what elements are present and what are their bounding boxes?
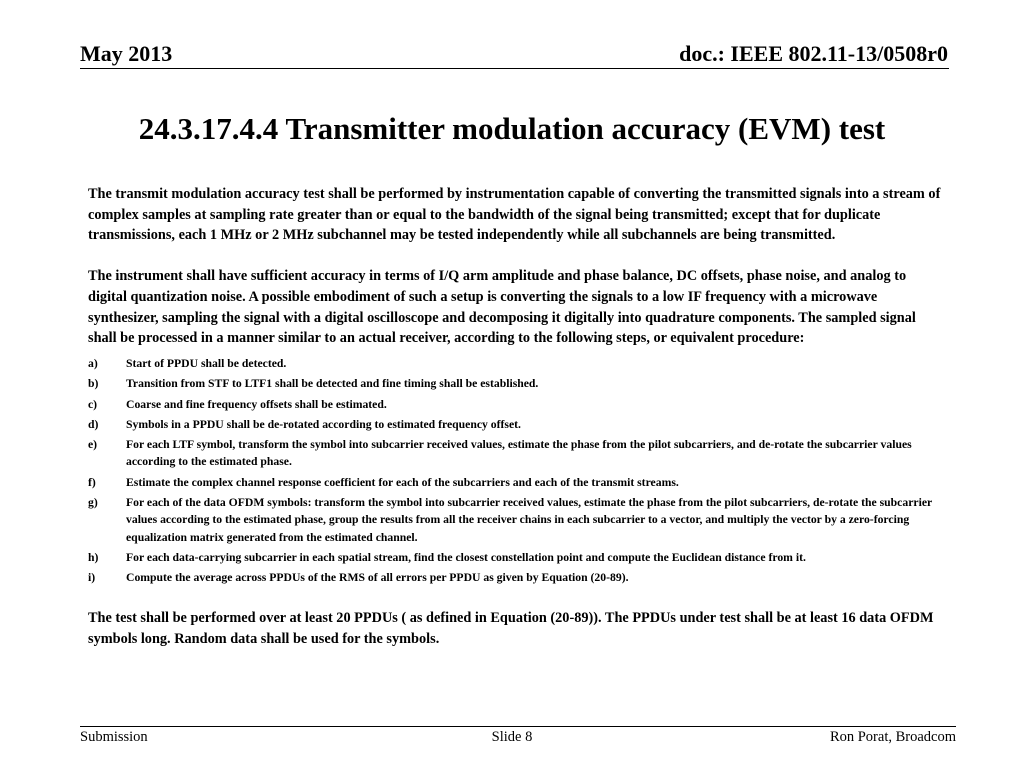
step-text: For each LTF symbol, transform the symbol into subcarrier received values, estimate the phase from the pilot subcarriers, and de-rotate the subcarrier values according to the estimated phase. xyxy=(126,438,912,469)
list-item xyxy=(88,474,943,491)
step-text: For each of the data OFDM symbols: transform the symbol into subcarrier received values, estimate the phase from the pilot subcarriers, de-rotate the subcarrier values according to the estimated phase, group the results from all the receiver chains in each subcarrier to a vector, and multiply the vector by a zero-forcing equalization matrix generated from the estimated channel. xyxy=(126,496,932,544)
slide-body xyxy=(88,184,943,650)
list-item xyxy=(88,436,943,471)
step-text: Symbols in a PPDU shall be de-rotated according to estimated frequency offset. xyxy=(126,417,521,431)
step-text: Transition from STF to LTF1 shall be detected and fine timing shall be established. xyxy=(126,377,539,391)
step-marker: i) xyxy=(88,571,96,585)
footer-submission: Submission xyxy=(80,729,148,745)
step-text: Coarse and fine frequency offsets shall be estimated. xyxy=(126,397,387,411)
step-text: Estimate the complex channel response coefficient for each of the subcarriers and each of the transmit streams. xyxy=(126,475,679,489)
step-marker: b) xyxy=(88,377,99,391)
list-item xyxy=(88,569,943,586)
body-paragraph-2: The instrument shall have sufficient accuracy in terms of I/Q arm amplitude and phase balance, DC offsets, phase noise, and analog to digital quantization noise. A possible embodiment of such a setup is converting the signals to a low IF frequency with a microwave synthesizer, sampling the signal with a digital oscilloscope and decomposing it digitally into quadrature components. The sampled signal shall be processed in a manner similar to an actual receiver, according to the following steps, or equivalent procedure: xyxy=(88,268,916,347)
body-conclusion: The test shall be performed over at least 20 PPDUs ( as defined in Equation (20-89)). The PPDUs under test shall be at least 16 data OFDM symbols long. Random data shall be used for the symbols. xyxy=(88,610,934,648)
step-marker: h) xyxy=(88,550,99,564)
step-marker: g) xyxy=(88,496,98,509)
step-marker: d) xyxy=(88,417,99,431)
header-doc-id: doc.: IEEE 802.11-13/0508r0 xyxy=(679,41,948,66)
body-paragraph-1: The transmit modulation accuracy test shall be performed by instrumentation capable of converting the transmitted signals into a stream of complex samples at sampling rate greater than or equal to the bandwidth of the signal being transmitted; except that for duplicate transmissions, each 1 MHz or 2 MHz subchannel may be tested independently while all subchannels are being transmitted. xyxy=(88,186,941,244)
list-item xyxy=(88,416,943,433)
header-divider xyxy=(80,68,949,69)
step-marker: e) xyxy=(88,438,98,452)
step-text: For each data-carrying subcarrier in each spatial stream, find the closest constellation point and compute the Euclidean distance from it. xyxy=(126,550,806,564)
step-marker: f) xyxy=(88,475,96,489)
slide-title: 24.3.17.4.4 Transmitter modulation accuracy (EVM) test xyxy=(138,111,886,146)
step-text: Start of PPDU shall be detected. xyxy=(126,356,287,370)
list-item xyxy=(88,375,943,392)
list-item xyxy=(88,494,943,546)
step-text: Compute the average across PPDUs of the RMS of all errors per PPDU as given by Equation (20-89). xyxy=(126,571,629,585)
step-marker: c) xyxy=(88,397,98,411)
procedure-steps-list xyxy=(88,355,943,587)
footer-author: Ron Porat, Broadcom xyxy=(829,729,956,745)
list-item xyxy=(88,355,943,372)
footer-divider xyxy=(80,726,956,727)
list-item xyxy=(88,396,943,413)
list-item xyxy=(88,549,943,566)
footer-slide-number: Slide 8 xyxy=(491,729,533,745)
step-marker: a) xyxy=(88,356,98,370)
header-date: May 2013 xyxy=(80,41,173,66)
